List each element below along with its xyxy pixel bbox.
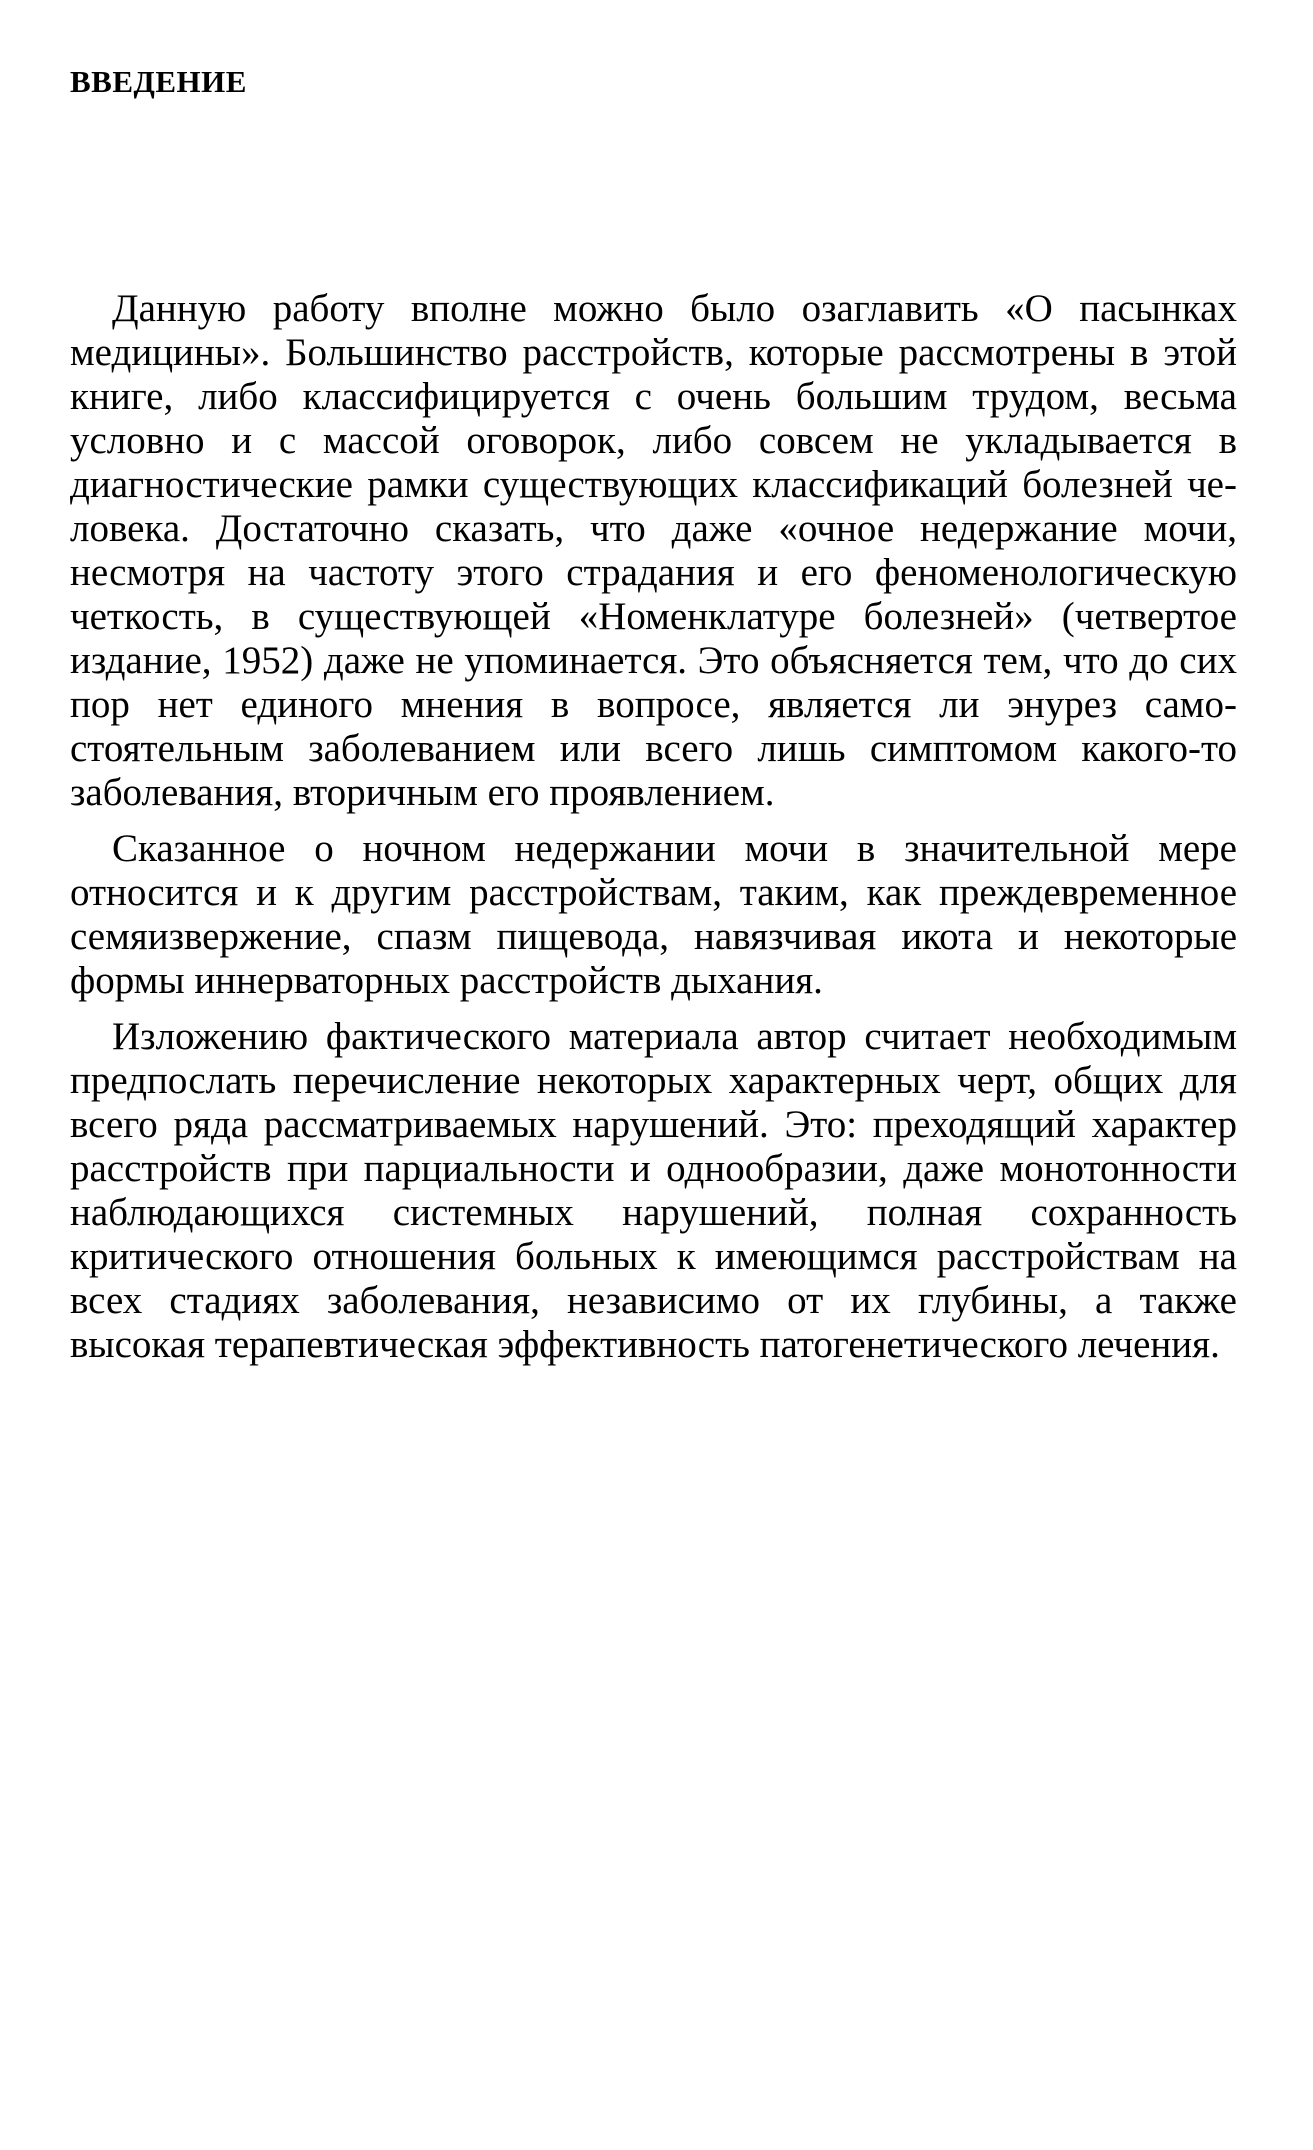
section-title: ВВЕДЕНИЕ [70,64,247,99]
paragraph-2: Сказанное о ночном недержании мочи в значительной мере относится и к другим расстройствам, таким, как преждевременное семяизвержение, спазм пищевода, навязчивая икота и некоторые формы иннерваторных расстройств дыхания. [70,827,1237,1002]
paragraph-1: Данную работу вполне можно было озаглавить «О пасынках медицины». Большинство расстройств, которые рассмотрены в этой книге, либо классифицируется с очень большим трудом, весьма условно и с массой оговорок, либо совсем не укладывается в диагностические рамки существующих классификаций болезней человека. Достаточно сказать, что даже «очное недержание мочи, несмотря на частоту этого страдания и его феноменологическую четкость, в существующей «Номенклатуре болезней» (четвертое издание, 1952) даже не упоминается. Это объясняется тем, что до сих пор нет единого мнения в вопросе, является ли энурез самостоятельным заболеванием или всего лишь симптомом какого-то заболевания, вторичным его проявлением. [70,287,1237,814]
paragraph-3: Изложению фактического материала автор считает необходимым предпослать перечисление некоторых характерных черт, общих для всего ряда рассматриваемых нарушений. Это: преходящий характер расстройств при парциальности и однообразии, даже монотонности наблюдающихся системных нарушений, полная сохранность критического отношения больных к имеющимся расстройствам на всех стадиях заболевания, независимо от их глубины, а также высокая терапевтическая эффективность патогенетического лечения. [70,1015,1237,1366]
body-text [70,287,1237,1379]
